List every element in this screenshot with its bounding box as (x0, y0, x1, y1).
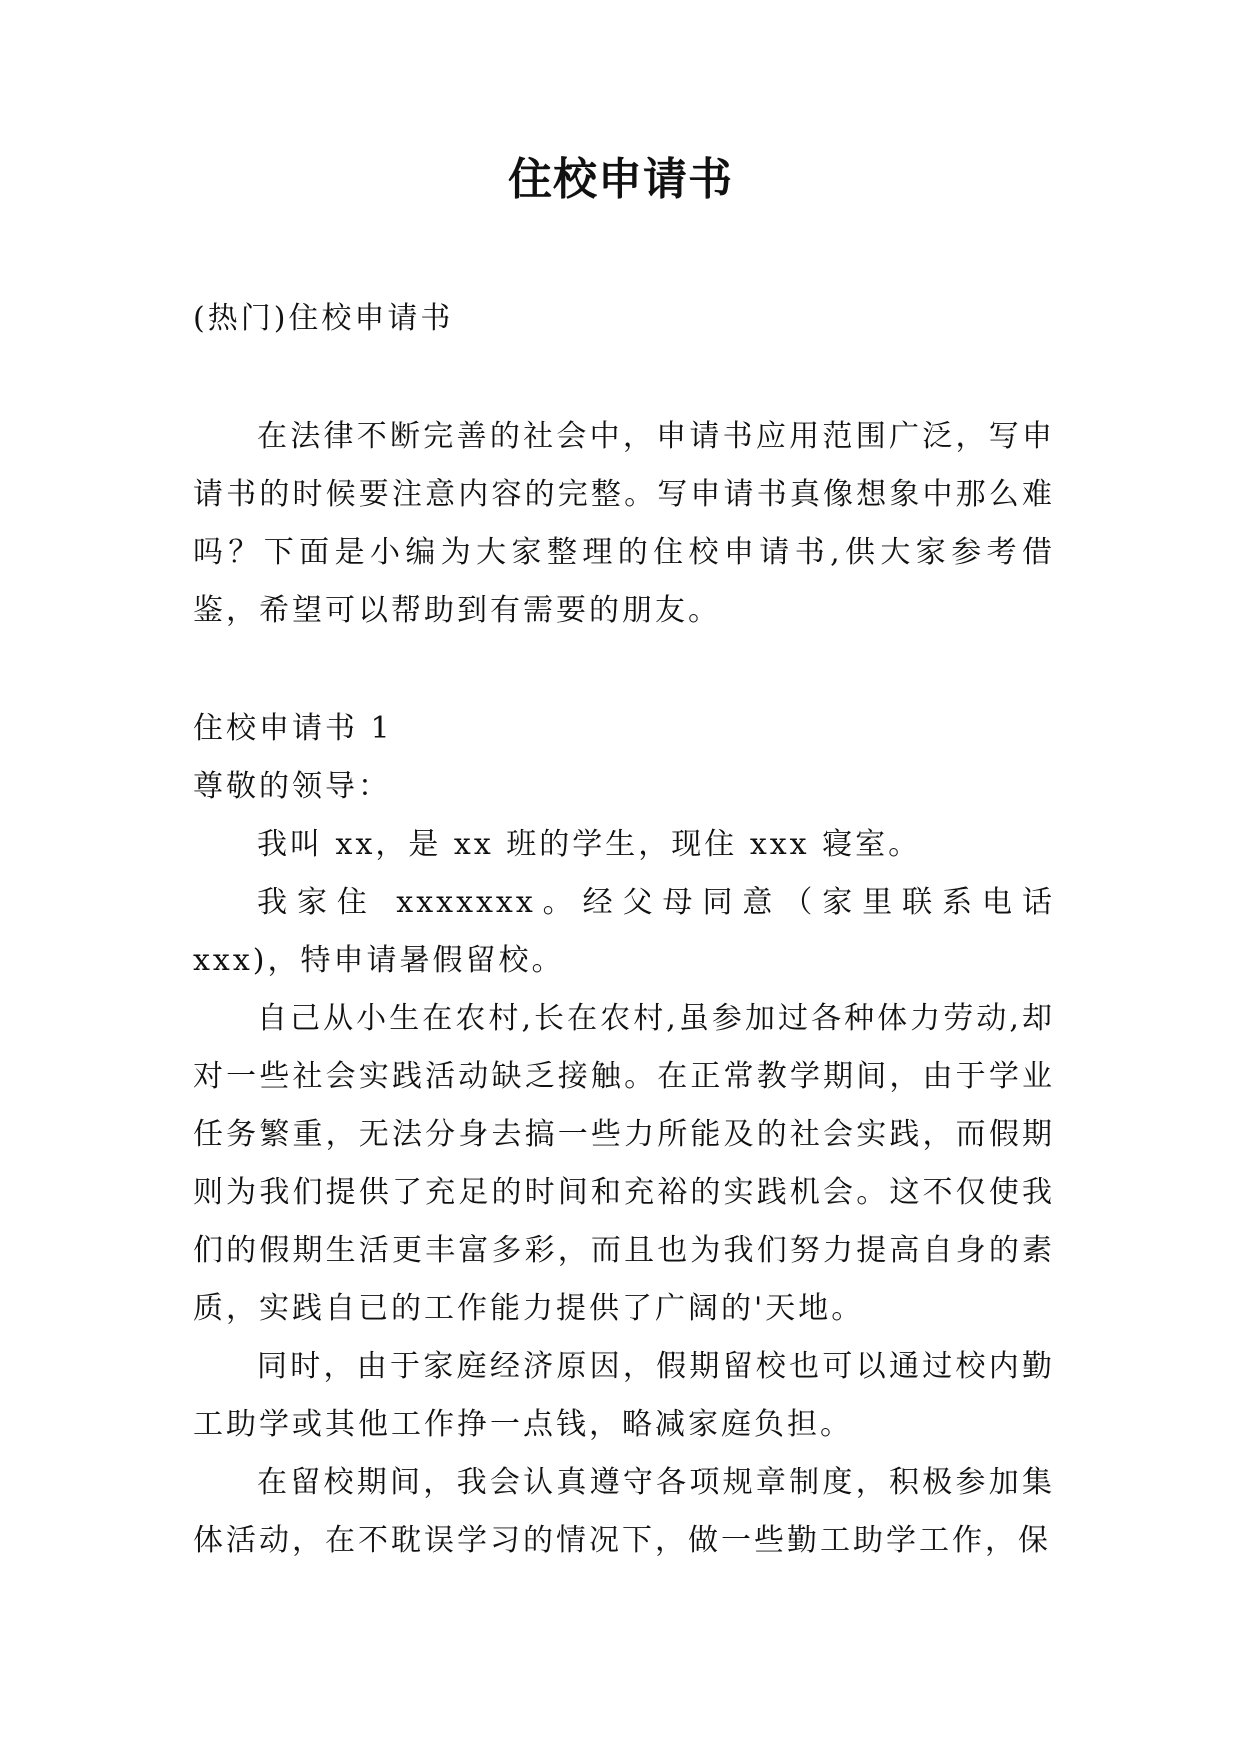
intro-paragraph: 在法律不断完善的社会中，申请书应用范围广泛，写申请书的时候要注意内容的完整。写申请书真像想象中那么难吗？下面是小编为大家整理的住校申请书,供大家参考借鉴，希望可以帮助到有需要的朋友。 (193, 419, 1055, 628)
document-body (193, 290, 1055, 1570)
body-paragraph: 自己从小生在农村,长在农村,虽参加过各种体力劳动,却对一些社会实践活动缺乏接触。在正常教学期间，由于学业任务繁重，无法分身去搞一些力所能及的社会实践，而假期则为我们提供了充足的时间和充裕的实践机会。这不仅使我们的假期生活更丰富多彩，而且也为我们努力提高自身的素质，实践自已的工作能力提供了广阔的'天地。 (193, 1001, 1055, 1326)
body-paragraph: 在留校期间，我会认真遵守各项规章制度，积极参加集体活动，在不耽误学习的情况下，做一些勤工助学工作，保 (193, 1465, 1055, 1558)
section-title: 住校申请书 1 (193, 711, 393, 746)
body-paragraph: 我叫 xx，是 xx 班的学生，现住 xxx 寝室。 (257, 827, 922, 862)
salutation: 尊敬的领导： (193, 769, 391, 804)
document-title: 住校申请书 (508, 154, 733, 205)
document-subtitle: (热门)住校申请书 (193, 301, 454, 336)
body-paragraph: 我家住 xxxxxxx。经父母同意（家里联系电话 xxx)，特申请暑假留校。 (193, 885, 1055, 978)
body-paragraph: 同时，由于家庭经济原因，假期留校也可以通过校内勤工助学或其他工作挣一点钱，略减家庭负担。 (193, 1349, 1055, 1442)
